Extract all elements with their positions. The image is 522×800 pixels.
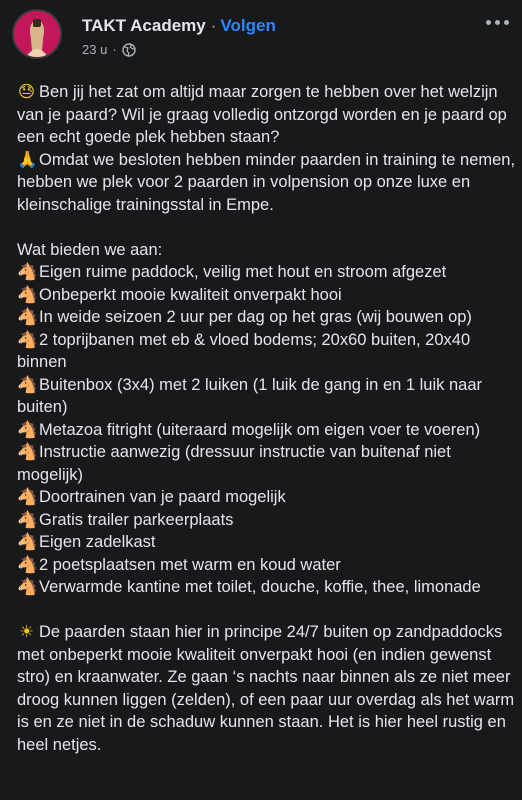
praying-hands-icon: 🙏: [17, 150, 38, 169]
list-item: [17, 441, 517, 486]
list-item-text: Buitenbox (3x4) met 2 luiken (1 luik de gang in en 1 luik naar buiten): [17, 375, 483, 416]
horse-face-icon: 🐴: [17, 578, 38, 596]
list-item: [17, 486, 517, 509]
list-item-text: 2 toprijbanen met eb & vloed bodems; 20x60 buiten, 20x40 binnen: [17, 330, 471, 371]
list-item-text: Metazoa fitright (uiteraard mogelijk om eigen voer te voeren): [39, 420, 481, 439]
intro-text: Ben jij het zat om altijd maar zorgen te hebben over het welzijn van je paard? Wil je graag volledig ontzorgd worden en je paard op een echt goede plek hebben staan?: [17, 83, 507, 146]
list-item: [17, 419, 517, 442]
horse-face-icon: 🐴: [17, 555, 38, 574]
globe-icon[interactable]: [122, 43, 136, 57]
meta-separator: ·: [112, 42, 117, 57]
list-item: [17, 531, 517, 554]
list-item: [17, 284, 517, 307]
horse-face-icon: 🐴: [17, 330, 38, 349]
post-intro: [17, 81, 517, 149]
list-item: [17, 329, 517, 374]
page-name-link[interactable]: TAKT Academy: [82, 16, 206, 35]
page-avatar[interactable]: [12, 9, 62, 59]
list-item-text: In weide seizoen 2 uur per dag op het gras (wij bouwen op): [39, 308, 472, 326]
list-item-text: Gratis trailer parkeerplaats: [39, 510, 234, 529]
list-item-text: Eigen ruime paddock, veilig met hout en stroom afgezet: [39, 263, 447, 281]
post-closing: [17, 621, 517, 756]
horse-face-icon: 🐴: [17, 375, 38, 394]
horse-face-icon: 🐴: [17, 285, 38, 304]
offer-list: [17, 261, 517, 599]
page-name-row: [82, 16, 276, 36]
horse-face-icon: 🐴: [17, 488, 38, 506]
list-item-text: Onbeperkt mooie kwaliteit onverpakt hooi: [39, 285, 342, 304]
post-timestamp[interactable]: 23 u: [82, 42, 108, 57]
sun-icon: ☀: [19, 623, 34, 641]
post-offer: [17, 149, 517, 217]
post-header: [0, 0, 522, 70]
offer-text: Omdat we besloten hebben minder paarden in training te nemen, hebben we plek voor 2 paarden in volpension op onze luxe en kleinschalige trainingsstal in Empe.: [17, 150, 516, 214]
list-item-text: Verwarmde kantine met toilet, douche, koffie, thee, limonade: [39, 578, 481, 596]
list-item: [17, 509, 517, 532]
list-item-text: 2 poetsplaatsen met warm en koud water: [39, 555, 341, 574]
follow-button[interactable]: Volgen: [220, 16, 276, 35]
post-body: [17, 81, 517, 756]
list-item-text: Doortrainen van je paard mogelijk: [39, 488, 286, 506]
post-meta: [82, 42, 136, 57]
more-options-icon[interactable]: [482, 12, 512, 32]
list-title: Wat bieden we aan:: [17, 240, 163, 259]
horse-face-icon: 🐴: [17, 308, 38, 326]
horse-face-icon: 🐴: [17, 533, 38, 551]
closing-text: De paarden staan hier in principe 24/7 buiten op zandpaddocks met onbeperkt mooie kwaliteit onverpakt hooi (en indien gewenst stro) en kraanwater. Ze gaan ‘s nachts naar binnen als ze niet meer droog kunnen liggen (zelden), of een paar uur overdag als het warm is en ze niet in de schaduw kunnen staan. Het is hier heel rustig en heel netjes.: [17, 623, 515, 754]
name-separator: ·: [210, 16, 217, 35]
horse-face-icon: 🐴: [17, 263, 38, 281]
list-item-text: Eigen zadelkast: [39, 533, 156, 551]
list-item: [17, 374, 517, 419]
tired-face-icon: 😓: [17, 83, 36, 101]
horse-face-icon: 🐴: [17, 420, 38, 439]
horse-face-icon: 🐴: [17, 443, 38, 461]
list-item: [17, 554, 517, 577]
list-item: [17, 306, 517, 329]
list-item: [17, 576, 517, 599]
list-item: [17, 261, 517, 284]
list-item-text: Instructie aanwezig (dressuur instructie van buitenaf niet mogelijk): [17, 443, 451, 484]
horse-face-icon: 🐴: [17, 510, 38, 529]
